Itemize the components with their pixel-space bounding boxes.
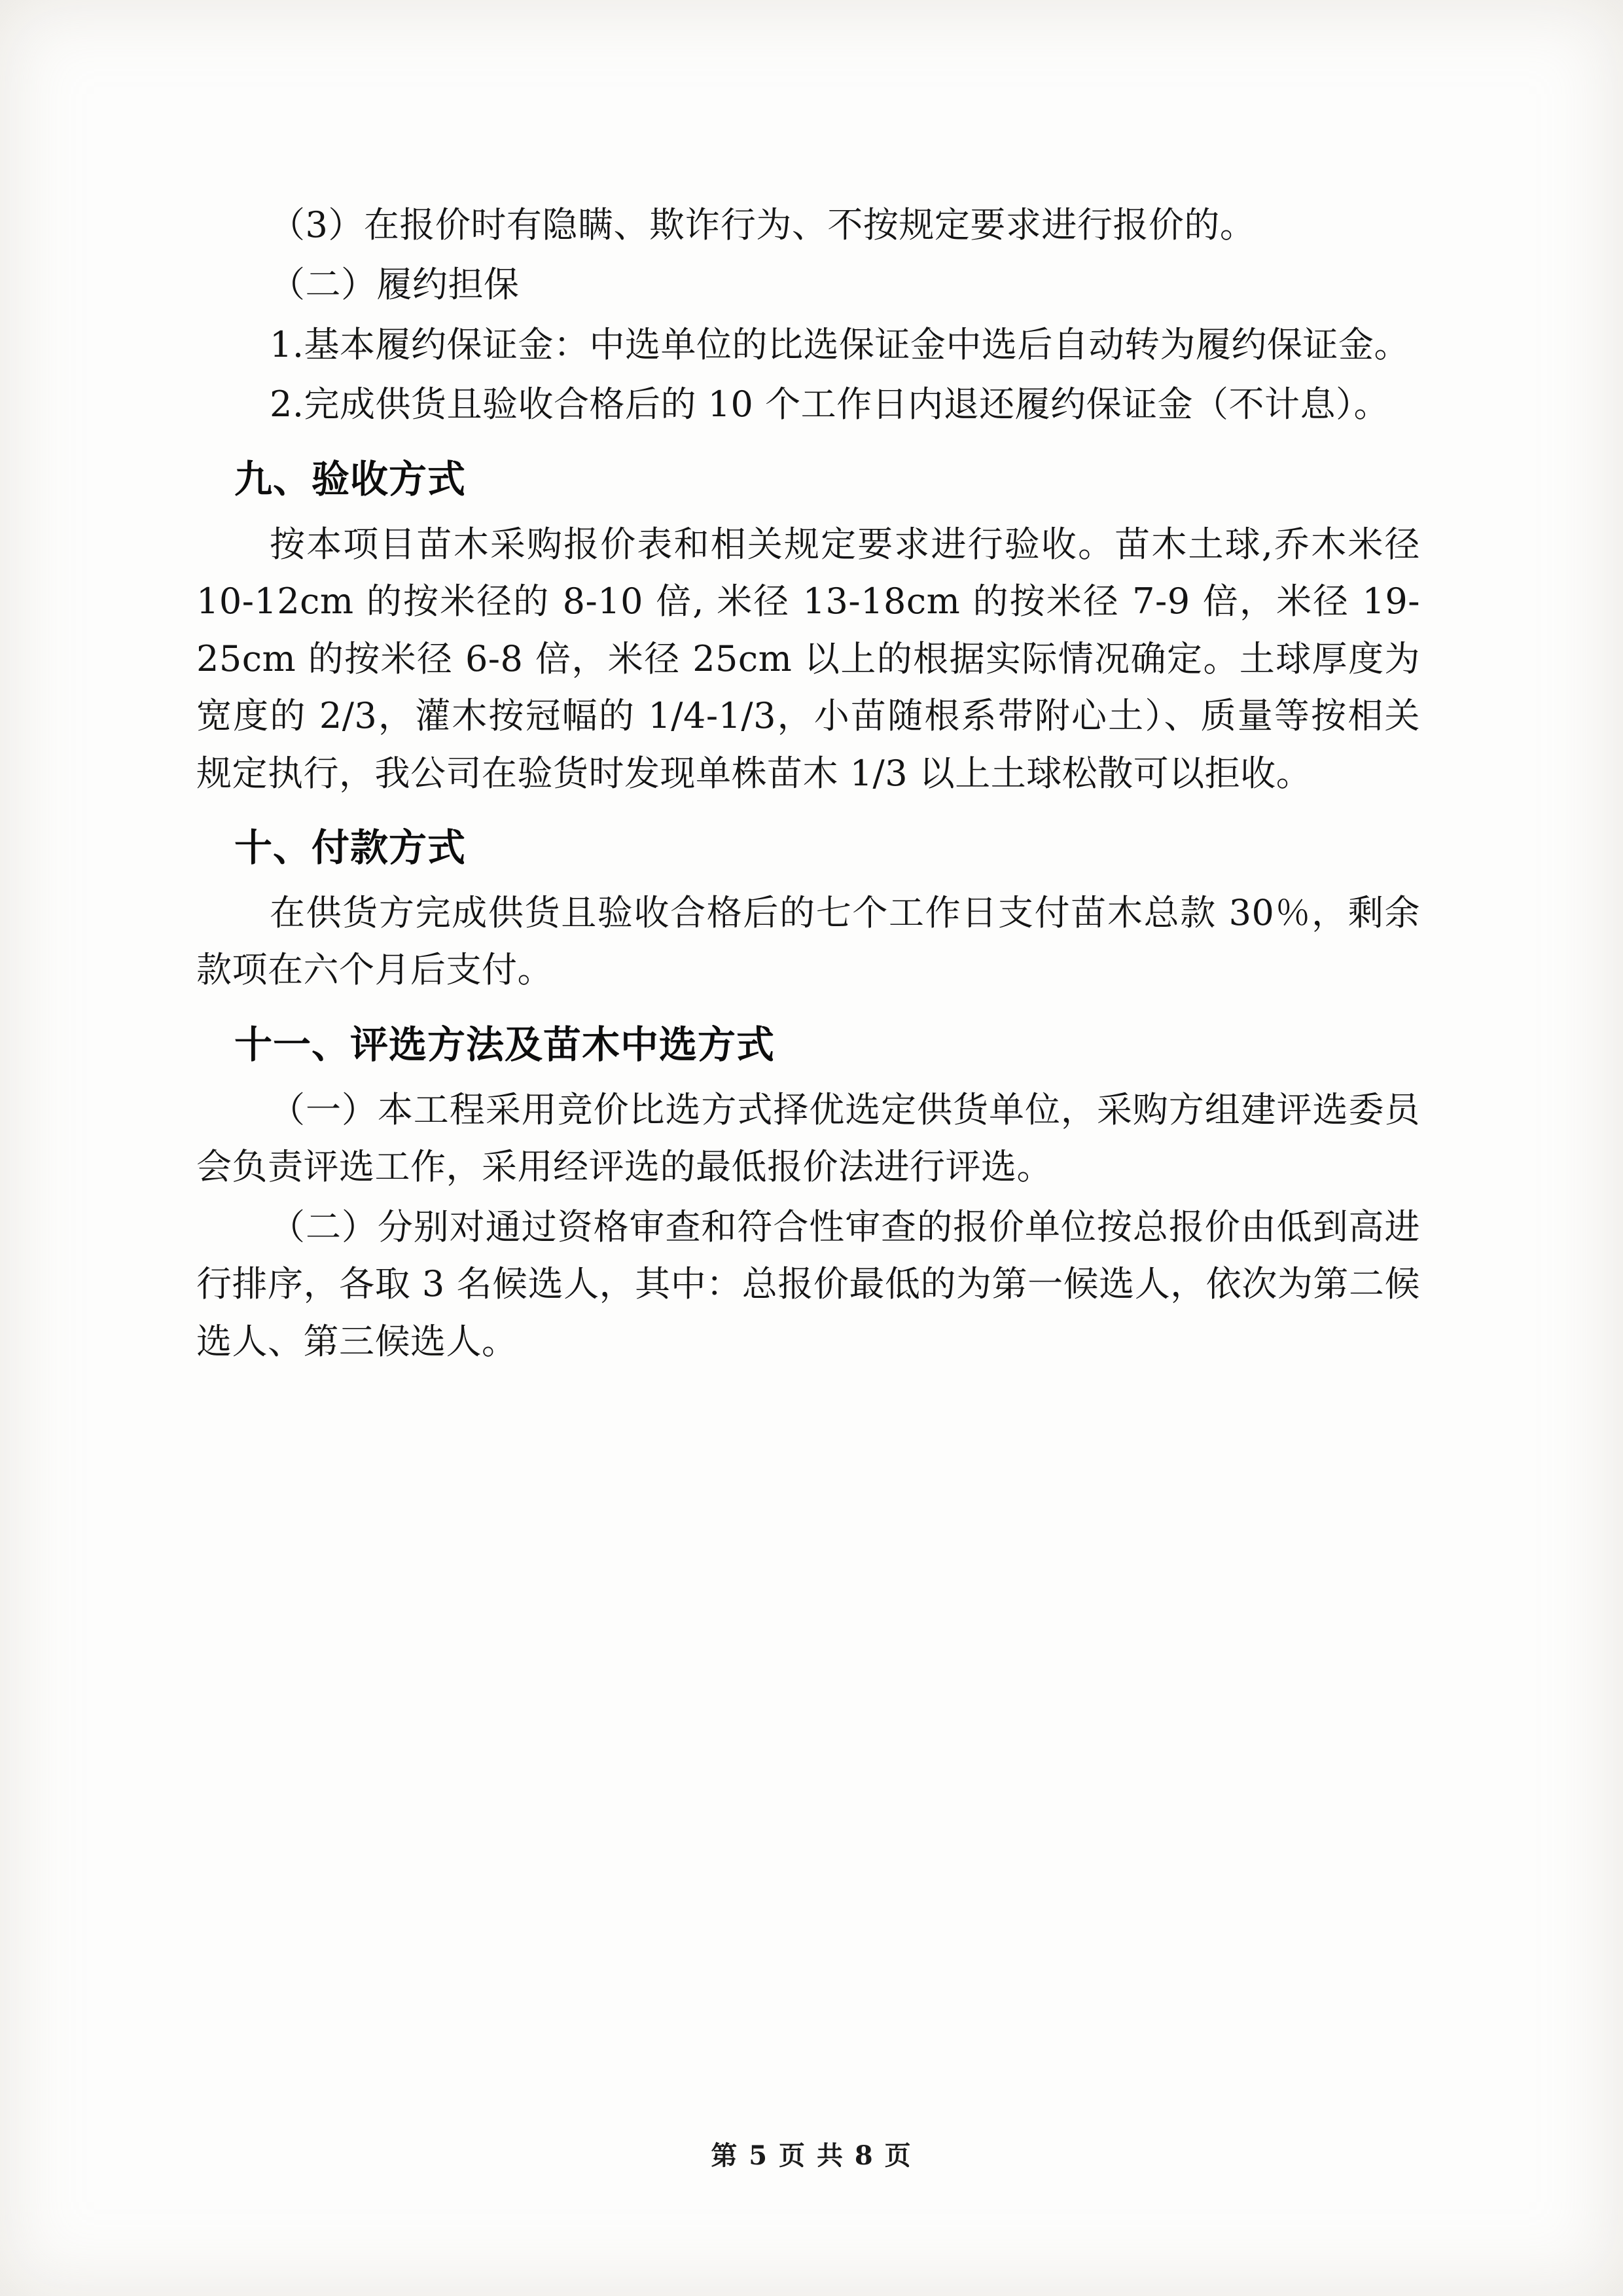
section-heading-nine: 九、验收方式 <box>234 456 467 501</box>
paragraph-deceptive-quote: （3）在报价时有隐瞒、欺诈行为、不按规定要求进行报价的。 <box>270 204 1256 245</box>
document-body <box>196 196 1420 1372</box>
page-footer: 第 5 页 共 8 页 <box>711 2140 912 2171</box>
paragraph-evaluation-one: （一）本工程采用竞价比选方式择优选定供货单位，采购方组建评选委员会负责评选工作，采用经评选的最低报价法进行评选。 <box>196 1088 1420 1188</box>
paragraph-return-guarantee: 2.完成供货且验收合格后的 10 个工作日内退还履约保证金（不计息）。 <box>270 384 1390 425</box>
section-heading-ten: 十、付款方式 <box>234 825 467 870</box>
paragraph-performance-guarantee-title: （二）履约担保 <box>270 264 520 306</box>
paragraph-acceptance-method: 按本项目苗木采购报价表和相关规定要求进行验收。苗木土球,乔木米径 10-12cm 的按米径的 8-10 倍, 米径 13-18cm 的按米径 7-9 倍，米径 19-25cm 的按米径 6-8 倍，米径 25cm 以上的根据实际情况确定。土球厚度为宽度的 2/3，灌木按冠幅的 1/4-1/3，小苗随根系带附心土）、质量等按相关规定执行，我公司在验货时发现单株苗木 1/3 以上土球松散可以拒收。 <box>196 523 1420 794</box>
section-heading-eleven: 十一、评选方法及苗木中选方式 <box>234 1022 776 1067</box>
paragraph-basic-guarantee: 1.基本履约保证金：中选单位的比选保证金中选后自动转为履约保证金。 <box>270 323 1410 365</box>
paragraph-payment-method: 在供货方完成供货且验收合格后的七个工作日支付苗木总款 30％，剩余款项在六个月后支付。 <box>196 892 1420 991</box>
paragraph-evaluation-two: （二）分别对通过资格审查和符合性审查的报价单位按总报价由低到高进行排序，各取 3 名候选人，其中：总报价最低的为第一候选人，依次为第二候选人、第三候选人。 <box>196 1206 1420 1362</box>
